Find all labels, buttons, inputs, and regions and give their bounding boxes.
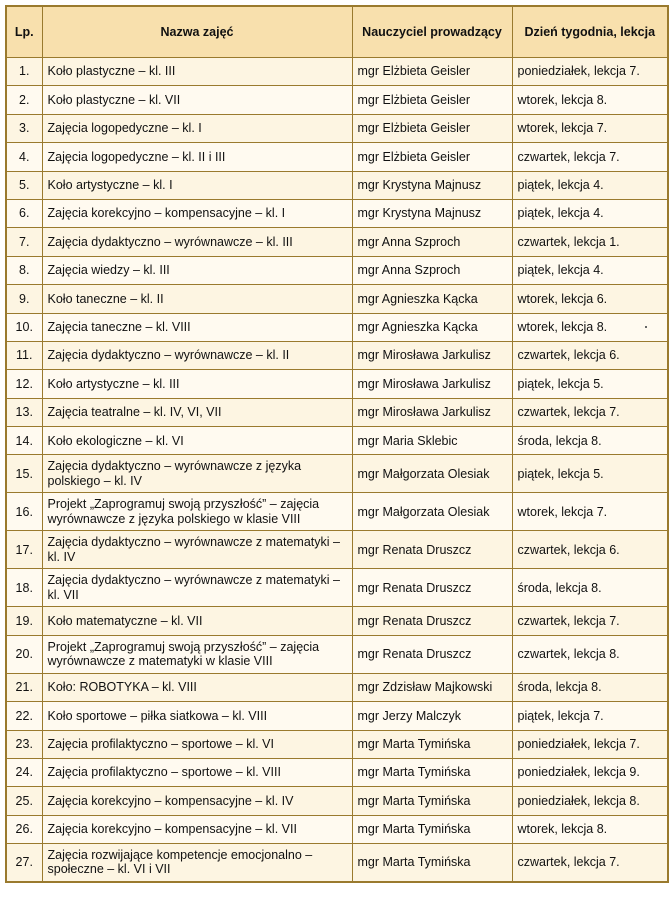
cell-name: Koło artystyczne – kl. I bbox=[42, 171, 352, 199]
table-row bbox=[6, 702, 668, 730]
cell-lp: 10. bbox=[6, 313, 42, 341]
cell-name: Zajęcia profilaktyczno – sportowe – kl. VIII bbox=[42, 759, 352, 787]
table-row bbox=[6, 531, 668, 569]
cell-lp: 6. bbox=[6, 199, 42, 227]
cell-lp: 17. bbox=[6, 531, 42, 569]
cell-teacher: mgr Mirosława Jarkulisz bbox=[352, 370, 512, 398]
table-row bbox=[6, 114, 668, 142]
cell-teacher: mgr Renata Druszcz bbox=[352, 569, 512, 607]
cell-name: Zajęcia dydaktyczno – wyrównawcze – kl. II bbox=[42, 341, 352, 369]
stray-dot bbox=[645, 326, 647, 328]
cell-lp: 7. bbox=[6, 228, 42, 256]
table-row bbox=[6, 673, 668, 701]
cell-day: wtorek, lekcja 7. bbox=[512, 493, 668, 531]
table-row bbox=[6, 341, 668, 369]
cell-day: środa, lekcja 8. bbox=[512, 569, 668, 607]
cell-day: czwartek, lekcja 1. bbox=[512, 228, 668, 256]
cell-teacher: mgr Anna Szproch bbox=[352, 256, 512, 284]
cell-day: piątek, lekcja 7. bbox=[512, 702, 668, 730]
table-row bbox=[6, 171, 668, 199]
table-header bbox=[6, 6, 668, 58]
table-row bbox=[6, 143, 668, 171]
cell-teacher: mgr Elżbieta Geisler bbox=[352, 86, 512, 114]
cell-name: Projekt „Zaprogramuj swoją przyszłość” – zajęcia wyrównawcze z matematyki w klasie VIII bbox=[42, 635, 352, 673]
cell-teacher: mgr Marta Tymińska bbox=[352, 844, 512, 882]
table-row bbox=[6, 313, 668, 341]
cell-lp: 26. bbox=[6, 815, 42, 843]
table-row bbox=[6, 493, 668, 531]
cell-lp: 5. bbox=[6, 171, 42, 199]
cell-name: Koło artystyczne – kl. III bbox=[42, 370, 352, 398]
cell-day: piątek, lekcja 4. bbox=[512, 256, 668, 284]
cell-lp: 2. bbox=[6, 86, 42, 114]
cell-name: Zajęcia korekcyjno – kompensacyjne – kl. VII bbox=[42, 815, 352, 843]
cell-teacher: mgr Maria Sklebic bbox=[352, 427, 512, 455]
cell-lp: 20. bbox=[6, 635, 42, 673]
cell-teacher: mgr Agnieszka Kącka bbox=[352, 285, 512, 313]
table-row bbox=[6, 285, 668, 313]
cell-name: Koło sportowe – piłka siatkowa – kl. VIII bbox=[42, 702, 352, 730]
cell-teacher: mgr Renata Druszcz bbox=[352, 607, 512, 635]
cell-teacher: mgr Marta Tymińska bbox=[352, 759, 512, 787]
cell-day: wtorek, lekcja 8. bbox=[512, 815, 668, 843]
cell-lp: 23. bbox=[6, 730, 42, 758]
cell-name: Zajęcia rozwijające kompetencje emocjonalno – społeczne – kl. VI i VII bbox=[42, 844, 352, 882]
cell-teacher: mgr Marta Tymińska bbox=[352, 730, 512, 758]
table-row bbox=[6, 730, 668, 758]
cell-day: poniedziałek, lekcja 8. bbox=[512, 787, 668, 815]
cell-name: Zajęcia profilaktyczno – sportowe – kl. VI bbox=[42, 730, 352, 758]
cell-name: Zajęcia dydaktyczno – wyrównawcze z języka polskiego – kl. IV bbox=[42, 455, 352, 493]
cell-name: Zajęcia dydaktyczno – wyrównawcze – kl. III bbox=[42, 228, 352, 256]
cell-lp: 12. bbox=[6, 370, 42, 398]
table-row bbox=[6, 759, 668, 787]
cell-day: czwartek, lekcja 7. bbox=[512, 844, 668, 882]
cell-lp: 1. bbox=[6, 58, 42, 86]
table-row bbox=[6, 815, 668, 843]
cell-name: Zajęcia dydaktyczno – wyrównawcze z matematyki – kl. IV bbox=[42, 531, 352, 569]
cell-name: Zajęcia taneczne – kl. VIII bbox=[42, 313, 352, 341]
table-row bbox=[6, 228, 668, 256]
cell-lp: 15. bbox=[6, 455, 42, 493]
cell-day: wtorek, lekcja 7. bbox=[512, 114, 668, 142]
cell-day: wtorek, lekcja 6. bbox=[512, 285, 668, 313]
cell-teacher: mgr Jerzy Malczyk bbox=[352, 702, 512, 730]
cell-teacher: mgr Elżbieta Geisler bbox=[352, 114, 512, 142]
cell-lp: 13. bbox=[6, 398, 42, 426]
table-row bbox=[6, 427, 668, 455]
cell-teacher: mgr Renata Druszcz bbox=[352, 531, 512, 569]
cell-name: Koło plastyczne – kl. VII bbox=[42, 86, 352, 114]
cell-lp: 16. bbox=[6, 493, 42, 531]
cell-lp: 14. bbox=[6, 427, 42, 455]
cell-day: piątek, lekcja 5. bbox=[512, 370, 668, 398]
header-name: Nazwa zajęć bbox=[42, 6, 352, 58]
cell-lp: 11. bbox=[6, 341, 42, 369]
cell-teacher: mgr Anna Szproch bbox=[352, 228, 512, 256]
cell-lp: 3. bbox=[6, 114, 42, 142]
cell-day: piątek, lekcja 4. bbox=[512, 171, 668, 199]
table-row bbox=[6, 635, 668, 673]
table-row bbox=[6, 844, 668, 882]
table-row bbox=[6, 569, 668, 607]
cell-lp: 8. bbox=[6, 256, 42, 284]
table-row bbox=[6, 398, 668, 426]
header-row bbox=[6, 6, 668, 58]
cell-lp: 4. bbox=[6, 143, 42, 171]
cell-day: czwartek, lekcja 7. bbox=[512, 398, 668, 426]
cell-teacher: mgr Elżbieta Geisler bbox=[352, 143, 512, 171]
cell-day: czwartek, lekcja 7. bbox=[512, 607, 668, 635]
cell-lp: 21. bbox=[6, 673, 42, 701]
cell-name: Projekt „Zaprogramuj swoją przyszłość” – zajęcia wyrównawcze z języka polskiego w klasie VIII bbox=[42, 493, 352, 531]
cell-lp: 25. bbox=[6, 787, 42, 815]
cell-lp: 22. bbox=[6, 702, 42, 730]
cell-name: Zajęcia korekcyjno – kompensacyjne – kl. IV bbox=[42, 787, 352, 815]
cell-day: wtorek, lekcja 8. bbox=[512, 313, 668, 341]
cell-day: poniedziałek, lekcja 9. bbox=[512, 759, 668, 787]
cell-teacher: mgr Marta Tymińska bbox=[352, 787, 512, 815]
table-row bbox=[6, 199, 668, 227]
cell-teacher: mgr Renata Druszcz bbox=[352, 635, 512, 673]
cell-day: piątek, lekcja 5. bbox=[512, 455, 668, 493]
cell-teacher: mgr Małgorzata Olesiak bbox=[352, 493, 512, 531]
cell-day: piątek, lekcja 4. bbox=[512, 199, 668, 227]
cell-teacher: mgr Mirosława Jarkulisz bbox=[352, 398, 512, 426]
header-day: Dzień tygodnia, lekcja bbox=[512, 6, 668, 58]
table-row bbox=[6, 256, 668, 284]
cell-name: Zajęcia logopedyczne – kl. I bbox=[42, 114, 352, 142]
cell-teacher: mgr Agnieszka Kącka bbox=[352, 313, 512, 341]
cell-day: czwartek, lekcja 6. bbox=[512, 531, 668, 569]
table-row bbox=[6, 787, 668, 815]
cell-day: czwartek, lekcja 8. bbox=[512, 635, 668, 673]
cell-lp: 24. bbox=[6, 759, 42, 787]
table-row bbox=[6, 455, 668, 493]
cell-name: Koło ekologiczne – kl. VI bbox=[42, 427, 352, 455]
cell-day: środa, lekcja 8. bbox=[512, 427, 668, 455]
cell-name: Koło matematyczne – kl. VII bbox=[42, 607, 352, 635]
table-row bbox=[6, 370, 668, 398]
schedule-table-wrapper bbox=[5, 5, 669, 883]
cell-name: Zajęcia wiedzy – kl. III bbox=[42, 256, 352, 284]
table-row bbox=[6, 58, 668, 86]
cell-name: Koło taneczne – kl. II bbox=[42, 285, 352, 313]
cell-teacher: mgr Elżbieta Geisler bbox=[352, 58, 512, 86]
cell-name: Zajęcia logopedyczne – kl. II i III bbox=[42, 143, 352, 171]
cell-name: Zajęcia korekcyjno – kompensacyjne – kl. I bbox=[42, 199, 352, 227]
header-lp: Lp. bbox=[6, 6, 42, 58]
header-teacher: Nauczyciel prowadzący bbox=[352, 6, 512, 58]
cell-lp: 27. bbox=[6, 844, 42, 882]
table-row bbox=[6, 86, 668, 114]
table-body bbox=[6, 58, 668, 882]
cell-day: środa, lekcja 8. bbox=[512, 673, 668, 701]
cell-teacher: mgr Zdzisław Majkowski bbox=[352, 673, 512, 701]
cell-name: Zajęcia teatralne – kl. IV, VI, VII bbox=[42, 398, 352, 426]
schedule-table bbox=[5, 5, 669, 883]
cell-teacher: mgr Krystyna Majnusz bbox=[352, 171, 512, 199]
cell-day: czwartek, lekcja 7. bbox=[512, 143, 668, 171]
cell-lp: 19. bbox=[6, 607, 42, 635]
cell-teacher: mgr Marta Tymińska bbox=[352, 815, 512, 843]
cell-day: poniedziałek, lekcja 7. bbox=[512, 58, 668, 86]
cell-name: Koło: ROBOTYKA – kl. VIII bbox=[42, 673, 352, 701]
cell-day: wtorek, lekcja 8. bbox=[512, 86, 668, 114]
cell-day: poniedziałek, lekcja 7. bbox=[512, 730, 668, 758]
cell-lp: 18. bbox=[6, 569, 42, 607]
cell-name: Zajęcia dydaktyczno – wyrównawcze z matematyki – kl. VII bbox=[42, 569, 352, 607]
cell-teacher: mgr Małgorzata Olesiak bbox=[352, 455, 512, 493]
cell-teacher: mgr Mirosława Jarkulisz bbox=[352, 341, 512, 369]
table-row bbox=[6, 607, 668, 635]
cell-teacher: mgr Krystyna Majnusz bbox=[352, 199, 512, 227]
cell-day: czwartek, lekcja 6. bbox=[512, 341, 668, 369]
cell-name: Koło plastyczne – kl. III bbox=[42, 58, 352, 86]
cell-lp: 9. bbox=[6, 285, 42, 313]
